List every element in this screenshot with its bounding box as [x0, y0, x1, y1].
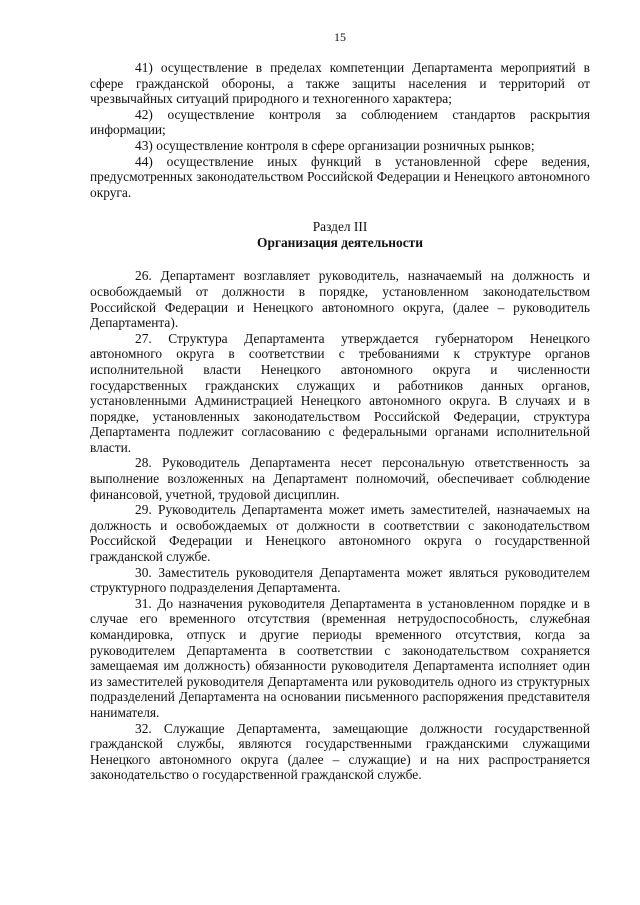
paragraph-29: 29. Руководитель Департамента может иметь заместителей, назначаемых на должность и освобождаемых от должности в соответствии с законодательством Российской Федерации и Ненецкого автономного округа о государственной гражданской службе.: [90, 502, 590, 565]
page-number: 15: [334, 30, 346, 44]
paragraph-28: 28. Руководитель Департамента несет персональную ответственность за выполнение возложенных на Департамент полномочий, обеспечивает соблюдение финансовой, учетной, трудовой дисциплин.: [90, 455, 590, 502]
list-item-41: 41) осуществление в пределах компетенции Департамента мероприятий в сфере гражданской обороны, а также защиты населения и территорий от чрезвычайных ситуаций природного и техногенного характера;: [90, 60, 590, 107]
paragraph-27: 27. Структура Департамента утверждается губернатором Ненецкого автономного округа в соответствии с требованиями к структуре органов исполнительной власти Ненецкого автономного округа и численности государственных гражданских служащих и работников данных органов, установленными Администрацией Ненецкого автономного округа. В случаях и в порядке, установленных законодательством Российской Федерации, структура Департамента подлежит согласованию с федеральными органами исполнительной власти.: [90, 330, 590, 455]
paragraph-32: 32. Служащие Департамента, замещающие должности государственной гражданской службы, являются государственными гражданскими служащими Ненецкого автономного округа (далее – служащие) и на них распространяется законодательство о государственной гражданской службе.: [90, 720, 590, 783]
list-item-42: 42) осуществление контроля за соблюдением стандартов раскрытия информации;: [90, 106, 590, 138]
paragraph-26: 26. Департамент возглавляет руководитель, назначаемый на должность и освобождаемый от должности в порядке, установленном законодательством Российской Федерации и Ненецкого автономного округа, (далее – руководитель Департамента).: [90, 268, 590, 331]
list-item-44: 44) осуществление иных функций в установленной сфере ведения, предусмотренных законодательством Российской Федерации и Ненецкого автономного округа.: [90, 153, 590, 200]
section-number: Раздел III: [312, 219, 368, 235]
paragraph-31: 31. До назначения руководителя Департамента в установленном порядке и в случае его временного отсутствия (временная нетрудоспособность, служебная командировка, отпуск и другие периоды временного отсутствия, когда за руководителем Департамента в соответствии с законодательством сохраняется замещаемая им должность) обязанности руководителя Департамента исполняет один из заместителей руководителя Департамента или руководитель одного из структурных подразделений Департамента на основании письменного распоряжения представителя нанимателя.: [90, 595, 590, 720]
list-item-43: 43) осуществление контроля в сфере организации розничных рынков;: [135, 137, 535, 153]
document-body: [90, 60, 590, 783]
paragraph-30: 30. Заместитель руководителя Департамента может являться руководителем структурного подразделения Департамента.: [90, 564, 590, 596]
document-page: [90, 0, 590, 905]
section-title: Организация деятельности: [257, 235, 423, 251]
